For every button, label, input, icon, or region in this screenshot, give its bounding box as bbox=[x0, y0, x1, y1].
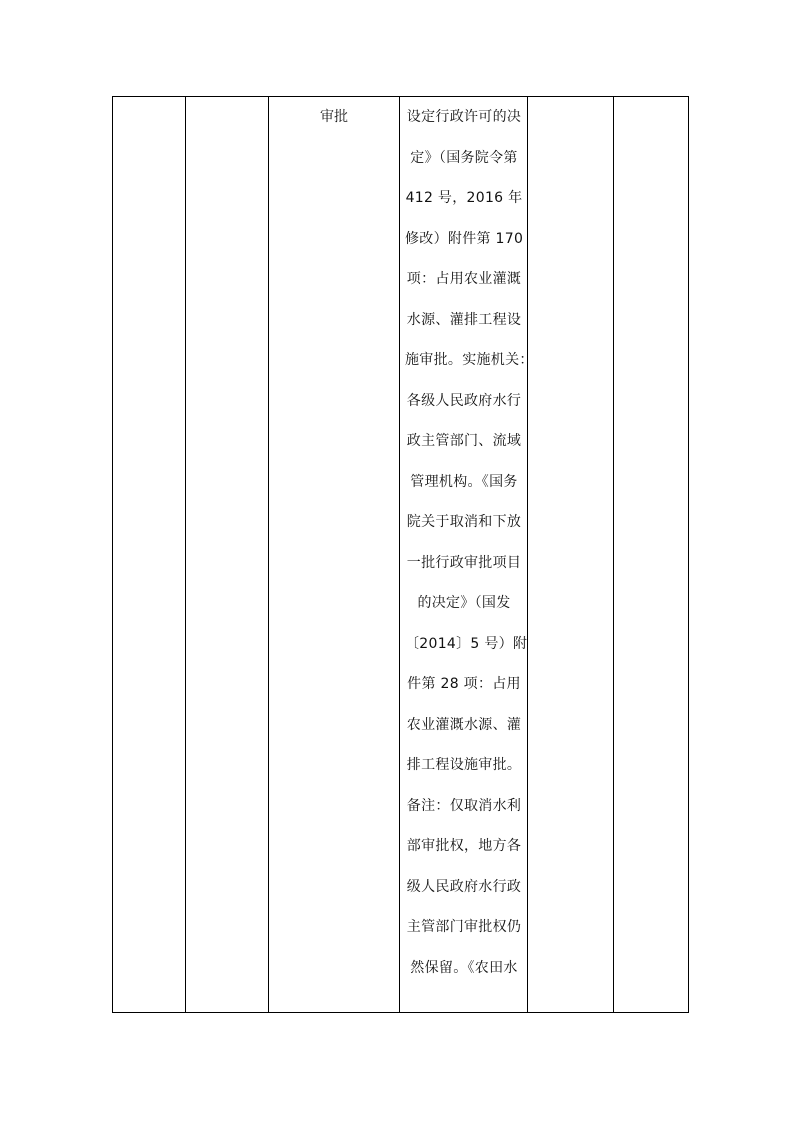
legal-basis-line: 级人民政府水行政 bbox=[406, 878, 522, 895]
legal-basis-line: 排工程设施审批。 bbox=[406, 757, 522, 773]
legal-basis-line: 修改）附件第 170 bbox=[405, 230, 524, 247]
table-cell-col2 bbox=[186, 97, 269, 1013]
legal-basis-line: 然保留。《农田水 bbox=[410, 959, 518, 976]
legal-basis-line: 备注：仅取消水利 bbox=[406, 797, 522, 814]
legal-basis-line: 主管部门审批权仍 bbox=[406, 919, 522, 935]
legal-basis-line: 定》（国务院令第 bbox=[410, 149, 518, 166]
table-cell-col5 bbox=[528, 97, 614, 1013]
legal-basis-line: 〔2014〕5 号）附 bbox=[405, 635, 528, 652]
legal-basis-line: 412 号，2016 年 bbox=[405, 190, 523, 206]
legal-basis-line: 管理机构。《国务 bbox=[410, 473, 518, 490]
legal-basis-line: 件第 28 项：占用 bbox=[407, 676, 521, 692]
approval-type-text: 审批 bbox=[320, 109, 348, 125]
table-cell-col1 bbox=[113, 97, 186, 1013]
legal-basis-line: 农业灌溉水源、灌 bbox=[406, 716, 522, 733]
table-cell-approval-type bbox=[269, 97, 400, 1013]
table-row bbox=[113, 97, 689, 1013]
legal-basis-line: 项：占用农业灌溉 bbox=[406, 271, 522, 287]
legal-basis-line: 设定行政许可的决 bbox=[406, 109, 522, 125]
legal-basis-text bbox=[400, 97, 534, 988]
legal-basis-line: 院关于取消和下放 bbox=[406, 514, 522, 530]
document-table bbox=[112, 96, 689, 1013]
legal-basis-line: 一批行政审批项目 bbox=[406, 554, 522, 571]
table-cell-col6 bbox=[614, 97, 689, 1013]
table-cell-legal-basis bbox=[400, 97, 534, 1013]
legal-basis-line: 政主管部门、流域 bbox=[406, 433, 522, 449]
legal-basis-line: 施审批。实施机关： bbox=[405, 352, 534, 368]
legal-basis-line: 水源、灌排工程设 bbox=[406, 311, 522, 328]
legal-basis-line: 部审批权，地方各 bbox=[406, 838, 522, 854]
legal-basis-line: 各级人民政府水行 bbox=[406, 392, 522, 409]
legal-basis-line: 的决定》（国发 bbox=[417, 595, 511, 611]
